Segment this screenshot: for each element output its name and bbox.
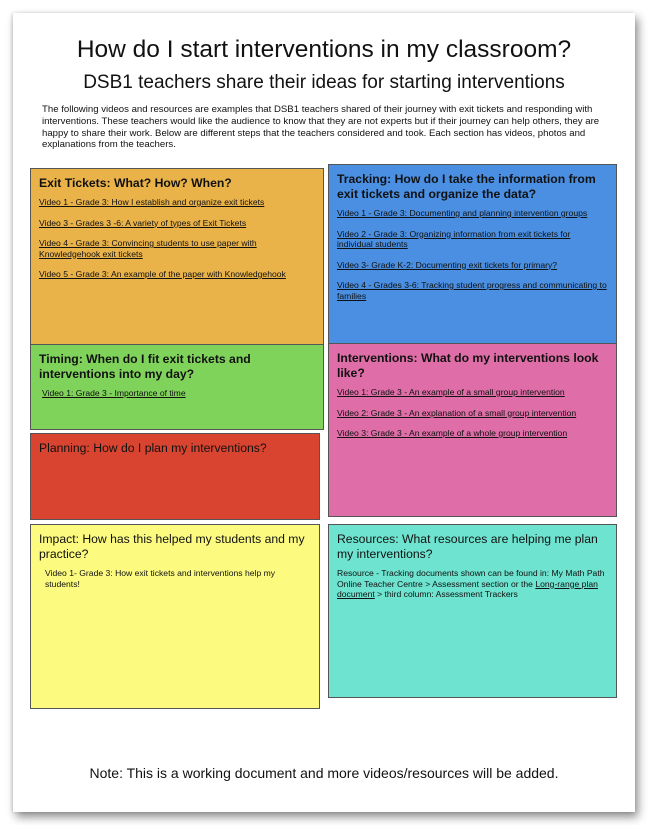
- resources-title: Resources: What resources are helping me plan my interventions?: [337, 532, 598, 561]
- tracking-section: [328, 164, 617, 349]
- interventions-video-3-link[interactable]: Video 3: Grade 3 - An example of a whole group intervention: [337, 428, 568, 438]
- resources-text-after: > third column: Assessment Trackers: [374, 589, 518, 599]
- exit-tickets-video-1-link[interactable]: Video 1 - Grade 3: How I establish and organize exit tickets: [39, 197, 265, 207]
- exit-tickets-video-3-link[interactable]: Video 3 - Grades 3 -6: A variety of types of Exit Tickets: [39, 217, 247, 228]
- tracking-video-4-link[interactable]: Video 4 - Grades 3-6: Tracking student progress and communicating to families: [337, 280, 607, 301]
- resources-section: [328, 524, 617, 698]
- planning-title: Planning: How do I plan my interventions?: [39, 441, 267, 455]
- tracking-video-3-link[interactable]: Video 3- Grade K-2: Documenting exit tickets for primary?: [337, 259, 558, 270]
- interventions-title: Interventions: What do my interventions look like?: [337, 351, 599, 380]
- interventions-section: [328, 343, 617, 517]
- timing-title: Timing: When do I fit exit tickets and interventions into my day?: [39, 352, 251, 381]
- page-title: How do I start interventions in my classroom?: [76, 36, 572, 63]
- exit-tickets-title: Exit Tickets: What? How? When?: [39, 176, 232, 190]
- timing-video-1-link[interactable]: Video 1: Grade 3 - Importance of time: [42, 388, 186, 398]
- long-range-plan-link[interactable]: Long-range plan document: [337, 578, 598, 599]
- intro-paragraph: The following videos and resources are examples that DSB1 teachers shared of their journey with exit tickets and responding with interventions. These teachers would like the audience to know that they are not experts but if their journey can help others, they are happy to share their work. Below are different steps that the teachers considered and took. Each section has videos, photos and explanations from the teachers.: [42, 104, 600, 151]
- tracking-video-2-link[interactable]: Video 2 - Grade 3: Organizing information from exit tickets for individual students: [337, 228, 571, 249]
- interventions-video-1-link[interactable]: Video 1: Grade 3 - An example of a small group intervention: [337, 387, 565, 397]
- tracking-title: Tracking: How do I take the information from exit tickets and organize the data?: [337, 172, 596, 201]
- interventions-video-2-link[interactable]: Video 2: Grade 3 - An explanation of a small group intervention: [337, 407, 577, 418]
- footer-note: Note: This is a working document and more videos/resources will be added.: [89, 765, 559, 781]
- exit-tickets-video-4-link[interactable]: Video 4 - Grade 3: Convincing students to use paper with Knowledgehook exit tickets: [39, 238, 257, 259]
- planning-section: [30, 433, 320, 520]
- impact-video-1-text: Video 1- Grade 3: How exit tickets and interventions help my students!: [45, 568, 276, 589]
- document-page: [13, 13, 635, 812]
- resources-text-before: Resource - Tracking documents shown can be found in: My Math Path Online Teacher Centre > Assessment section or the: [337, 568, 605, 589]
- timing-section: [30, 344, 324, 430]
- tracking-video-1-link[interactable]: Video 1 - Grade 3: Documenting and planning intervention groups: [337, 208, 588, 218]
- exit-tickets-video-5-link[interactable]: Video 5 - Grade 3: An example of the paper with Knowledgehook: [39, 269, 286, 279]
- page-subtitle: DSB1 teachers share their ideas for starting interventions: [83, 72, 565, 93]
- resources-text: [337, 568, 608, 600]
- impact-section: [30, 524, 320, 709]
- impact-title: Impact: How has this helped my students and my practice?: [39, 532, 305, 561]
- exit-tickets-section: [30, 168, 324, 348]
